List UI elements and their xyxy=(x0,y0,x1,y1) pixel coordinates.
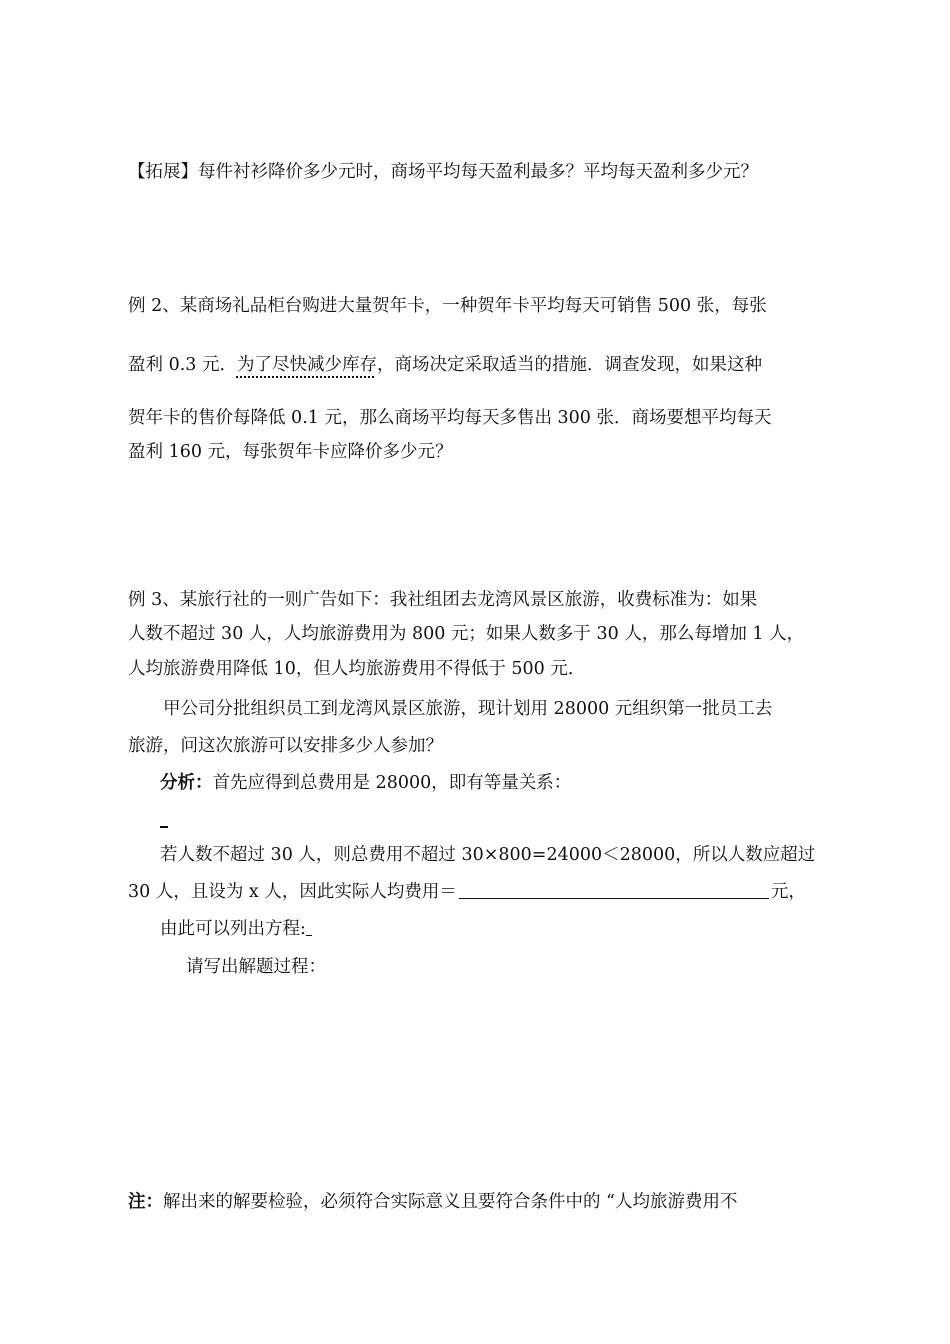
note-label: 注： xyxy=(128,1192,163,1212)
example3-line-7: 若人数不超过 30 人，则总费用不超过 30×800=24000＜28000，所以人数应超过 xyxy=(160,845,816,865)
equation-blank xyxy=(306,917,312,936)
analysis-label: 分析： xyxy=(160,773,213,793)
extension-question xyxy=(128,160,758,184)
example2-line-4: 盈利 160 元，每张贺年卡应降价多少元？ xyxy=(128,442,453,462)
example3-line-10: 请写出解题过程： xyxy=(186,957,326,977)
emphasis-dotted-text: 为了尽快减少库存 xyxy=(236,355,377,375)
example3-line-2: 人数不超过 30 人，人均旅游费用为 800 元；如果人数多于 30 人，那么每增加 1 人， xyxy=(128,624,805,644)
note-text: 解出来的解要检验，必须符合实际意义且要符合条件中的 “人均旅游费用不 xyxy=(163,1192,738,1212)
example3-line-8-start: 30 人，且设为 x 人，因此实际人均费用＝ xyxy=(128,882,457,902)
example2-line-1: 例 2、某商场礼品柜台购进大量贺年卡，一种贺年卡平均每天可销售 500 张，每张 xyxy=(128,296,767,316)
example3-line-5: 旅游，问这次旅游可以安排多少人参加？ xyxy=(128,736,443,756)
example2-line-2-end: ，商场决定采取适当的措施．调查发现，如果这种 xyxy=(376,355,762,375)
example3-line-4: 甲公司分批组织员工到龙湾风景区旅游，现计划用 28000 元组织第一批员工去 xyxy=(163,699,773,719)
example2-line-3: 贺年卡的售价每降低 0.1 元，那么商场平均每天多售出 300 张．商场要想平均每天 xyxy=(128,408,772,428)
example3-line-1: 例 3、某旅行社的一则广告如下：我社组团去龙湾风景区旅游，收费标准为：如果 xyxy=(128,590,758,610)
answer-blank xyxy=(459,880,769,899)
analysis-line xyxy=(160,771,571,795)
example3-line-9 xyxy=(160,917,312,941)
extension-text: 每件衬衫降价多少元时，商场平均每天盈利最多？平均每天盈利多少元？ xyxy=(198,162,758,182)
note-line xyxy=(128,1190,738,1214)
example2-line-2-start: 盈利 0.3 元． xyxy=(128,355,237,375)
example3-line-8 xyxy=(128,880,806,904)
extension-label: 【拓展】 xyxy=(128,162,198,182)
short-blank-line xyxy=(160,826,168,828)
example3-line-8-end: 元， xyxy=(770,882,806,902)
equation-prompt: 由此可以列出方程: xyxy=(160,919,306,939)
example2-line-2 xyxy=(128,353,762,377)
example3-line-3: 人均旅游费用降低 10，但人均旅游费用不得低于 500 元． xyxy=(128,659,586,679)
analysis-text: 首先应得到总费用是 28000，即有等量关系： xyxy=(212,773,572,793)
